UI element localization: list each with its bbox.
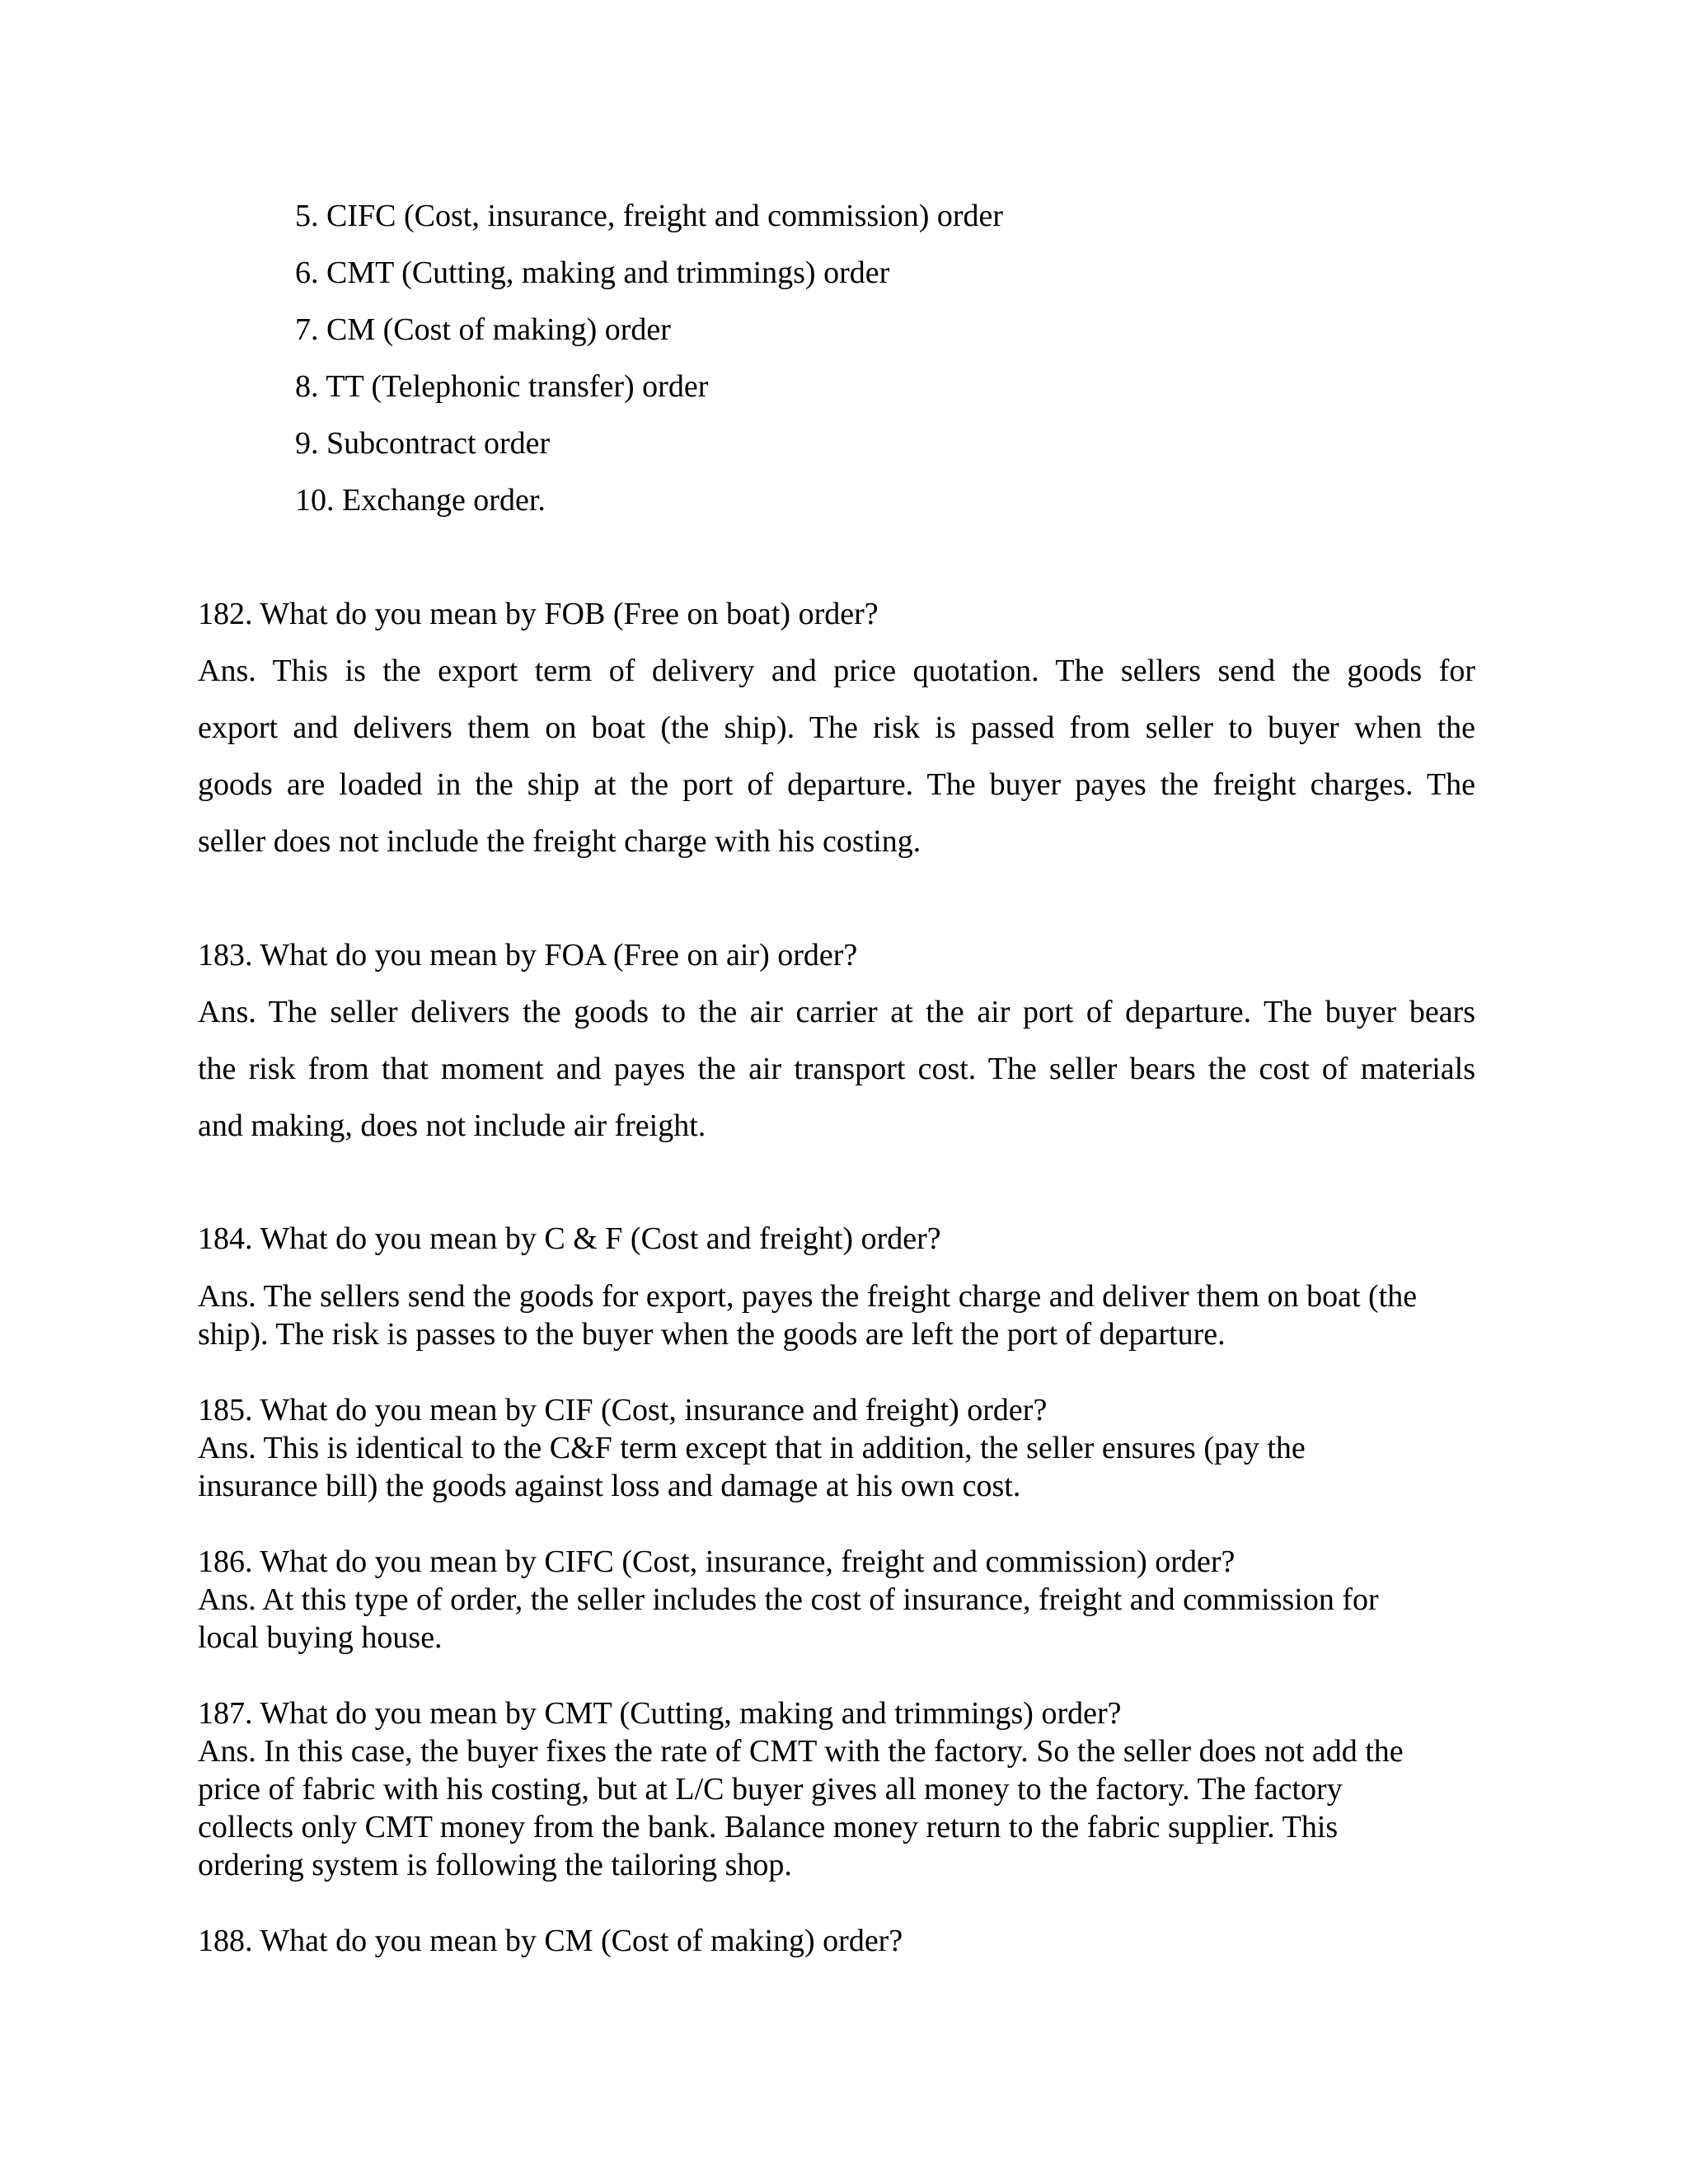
question-heading: 184. What do you mean by C & F (Cost and freight) order? xyxy=(198,1221,941,1256)
answer-line: collects only CMT money from the bank. Balance money return to the fabric supplier. This xyxy=(198,1810,1339,1844)
list-item: 5. CIFC (Cost, insurance, freight and commission) order xyxy=(295,199,1004,233)
list-item: 7. CM (Cost of making) order xyxy=(295,312,671,347)
answer-line: Ans. The sellers send the goods for export, payes the freight charge and deliver them on boat (the xyxy=(198,1279,1418,1314)
list-item: 10. Exchange order. xyxy=(295,483,546,518)
answer-line: ship). The risk is passes to the buyer when the goods are left the port of departure. xyxy=(198,1317,1226,1352)
question-heading: 186. What do you mean by CIFC (Cost, insurance, freight and commission) order? xyxy=(198,1544,1236,1579)
list-item: 8. TT (Telephonic transfer) order xyxy=(295,369,709,404)
question-heading: 185. What do you mean by CIF (Cost, insurance and freight) order? xyxy=(198,1393,1048,1427)
answer-line: Ans. The seller delivers the goods to the air carrier at the air port of departure. The buyer bears xyxy=(198,995,1475,1029)
question-heading: 182. What do you mean by FOB (Free on boat) order? xyxy=(198,597,879,631)
answer-line: the risk from that moment and payes the air transport cost. The seller bears the cost of materials xyxy=(198,1052,1475,1086)
answer-line: price of fabric with his costing, but at L/C buyer gives all money to the factory. The factory xyxy=(198,1772,1343,1807)
answer-line: Ans. At this type of order, the seller includes the cost of insurance, freight and commission for xyxy=(198,1582,1379,1617)
answer-line: seller does not include the freight charge with his costing. xyxy=(198,824,921,859)
question-heading: 187. What do you mean by CMT (Cutting, making and trimmings) order? xyxy=(198,1696,1122,1731)
list-item: 9. Subcontract order xyxy=(295,426,551,461)
answer-line: Ans. In this case, the buyer fixes the rate of CMT with the factory. So the seller does not add the xyxy=(198,1734,1404,1769)
answer-line: Ans. This is the export term of delivery and price quotation. The sellers send the goods for xyxy=(198,654,1475,688)
answer-line: local buying house. xyxy=(198,1620,443,1655)
question-heading: 188. What do you mean by CM (Cost of making) order? xyxy=(198,1924,903,1958)
answer-line: ordering system is following the tailoring shop. xyxy=(198,1848,792,1882)
answer-line: and making, does not include air freight. xyxy=(198,1108,706,1143)
question-heading: 183. What do you mean by FOA (Free on air) order? xyxy=(198,938,858,972)
answer-line: Ans. This is identical to the C&F term except that in addition, the seller ensures (pay the xyxy=(198,1431,1306,1465)
answer-line: insurance bill) the goods against loss and damage at his own cost. xyxy=(198,1469,1021,1503)
answer-line: goods are loaded in the ship at the port of departure. The buyer payes the freight charges. The xyxy=(198,767,1475,802)
list-item: 6. CMT (Cutting, making and trimmings) order xyxy=(295,255,890,290)
answer-line: export and delivers them on boat (the ship). The risk is passed from seller to buyer when the xyxy=(198,710,1475,745)
